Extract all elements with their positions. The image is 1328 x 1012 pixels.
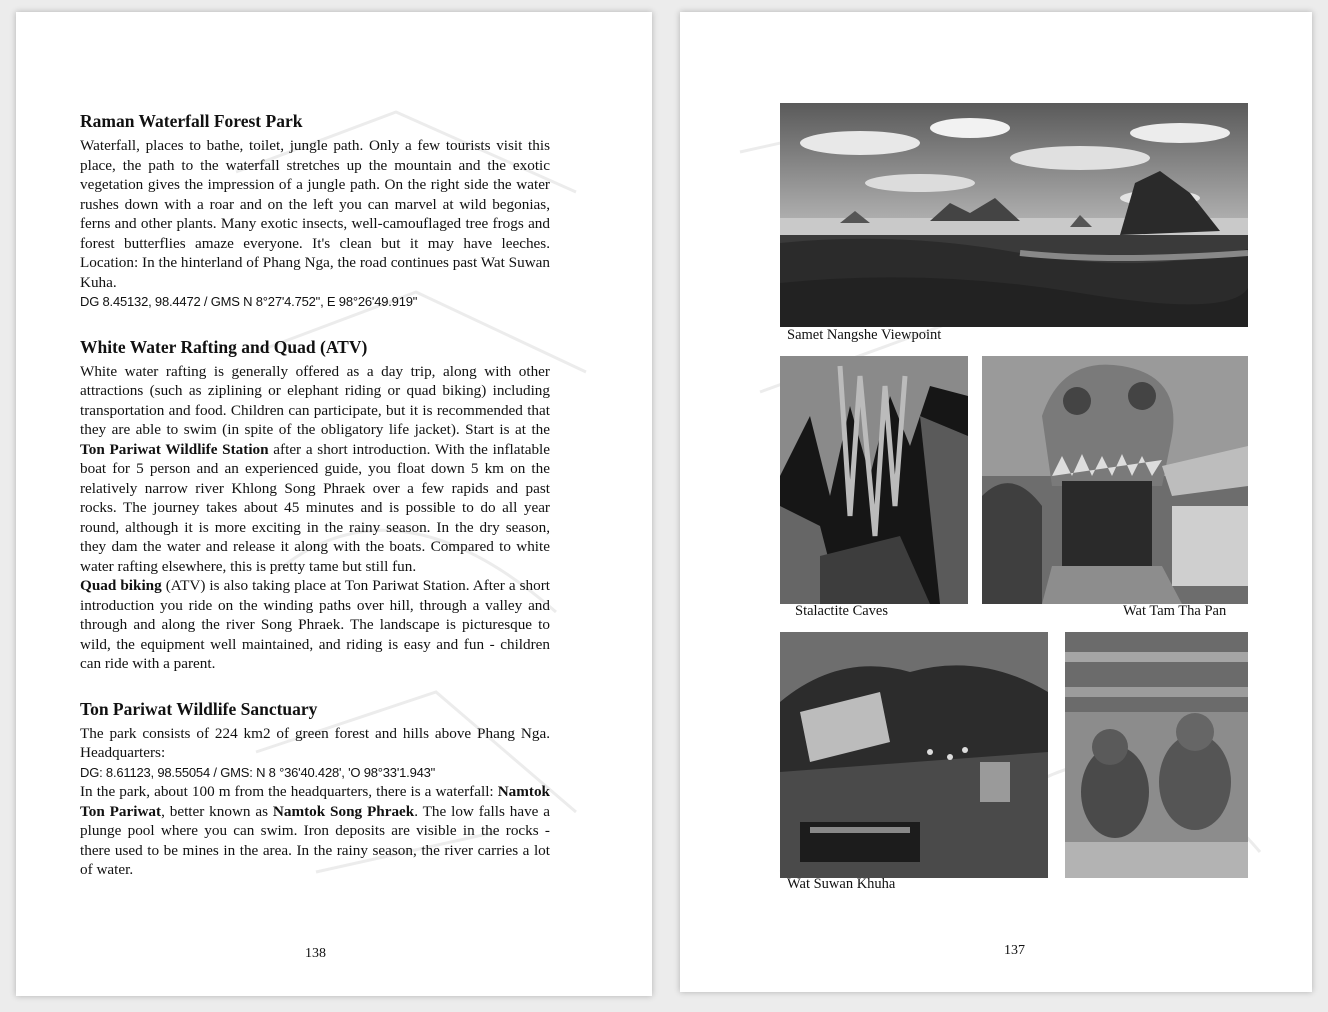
bold-term: Ton Pariwat Wildlife Station <box>80 440 269 458</box>
body-text: , better known as <box>161 802 273 820</box>
body-text: (ATV) is also taking place at Ton Pariwat Station. After a short introduction you ride on the winding paths over hill, through a valley and through and along the river Song Phraek. The landscape is picturesque to wild, the equipment well maintained, and riding is easy and fun - children can ride with a parent. <box>80 577 550 672</box>
gps-coordinates: DG 8.45132, 98.4472 / GMS N 8°27'4.752", E 98°26'49.919" <box>80 294 418 309</box>
left-page <box>16 12 652 996</box>
body-text: White water rafting is generally offered as a day trip, along with other attractions (such as ziplining or elephant riding or quad biking) including transportation and food. Children can participate, but it is recommended that they are able to swim (in spite of the obligatory life jacket). Start is at the <box>80 362 550 438</box>
section-title: Raman Waterfall Forest Park <box>80 111 303 131</box>
section-body <box>80 782 550 880</box>
caption-khuha: Wat Suwan Khuha <box>787 876 896 892</box>
body-text: . The low falls have a plunge pool where you can swim. Iron deposits are visible in the rocks - there used to be mines in the area. In the rainy season, the river carries a lot of water. <box>80 802 551 878</box>
left-text-column <box>80 110 550 904</box>
section-title: White Water Rafting and Quad (ATV) <box>80 336 368 357</box>
section-raman-waterfall <box>80 110 550 312</box>
photo-wat-suwan-khuha <box>780 632 1048 878</box>
caption-caves: Stalactite Caves <box>795 603 889 619</box>
bold-term: Namtok Song Phraek <box>272 802 415 820</box>
section-body: The park consists of 224 km2 of green forest and hills above Phang Nga. Headquarters: <box>80 724 550 761</box>
right-page <box>680 12 1312 992</box>
body-text: after a short introduction. With the inflatable boat for 5 person and an experienced guide, you float down 5 km on the relatively narrow river Khlong Song Phraek over a few rapids and past rocks. The journey takes about 45 minutes and is possible to do all year round, although it is more exciting in the rainy season. In the dry season, they dam the water and release it along with the boats. Compared to white water rafting elsewhere, this is pretty tame but still fun. <box>80 440 550 575</box>
body-text: In the park, about 100 m from the headquarters, there is a waterfall: <box>80 783 498 800</box>
photo-samet-nangshe-viewpoint <box>780 103 1248 327</box>
page-number: 137 <box>1004 943 1025 958</box>
section-body <box>80 362 550 577</box>
section-ton-pariwat <box>80 698 550 880</box>
section-body: Waterfall, places to bathe, toilet, jungle path. Only a few tourists visit this place, the path to the waterfall stretches up the mountain and the exotic vegetation gives the impression of a jungle path. On the right side the water rushes down with a roar and on the left you can marvel at wild begonias, ferns and other plants. Many exotic insects, well-camouflaged tree frogs and forest butterflies amaze everyone. It's clean but it may have leeches. Location: In the hinterland of Phang Nga, the road continues past Wat Suwan Kuha. <box>80 137 550 291</box>
photo-monkeys <box>1065 632 1248 878</box>
section-title: Ton Pariwat Wildlife Sanctuary <box>80 698 318 719</box>
bold-term: Quad biking <box>80 577 162 594</box>
caption-temple: Wat Tam Tha Pan <box>1123 603 1227 619</box>
section-white-water-rafting <box>80 336 550 674</box>
photo-stalactite-caves <box>780 356 968 604</box>
photo-wat-tam-tha-pan <box>982 356 1248 604</box>
page-number: 138 <box>305 946 326 961</box>
section-body <box>80 576 550 674</box>
caption-viewpoint: Samet Nangshe Viewpoint <box>787 327 942 343</box>
bold-term: Namtok Ton Pariwat <box>80 783 550 820</box>
gps-coordinates: DG: 8.61123, 98.55054 / GMS: N 8 °36'40.428', 'O 98°33'1.943" <box>80 764 436 780</box>
